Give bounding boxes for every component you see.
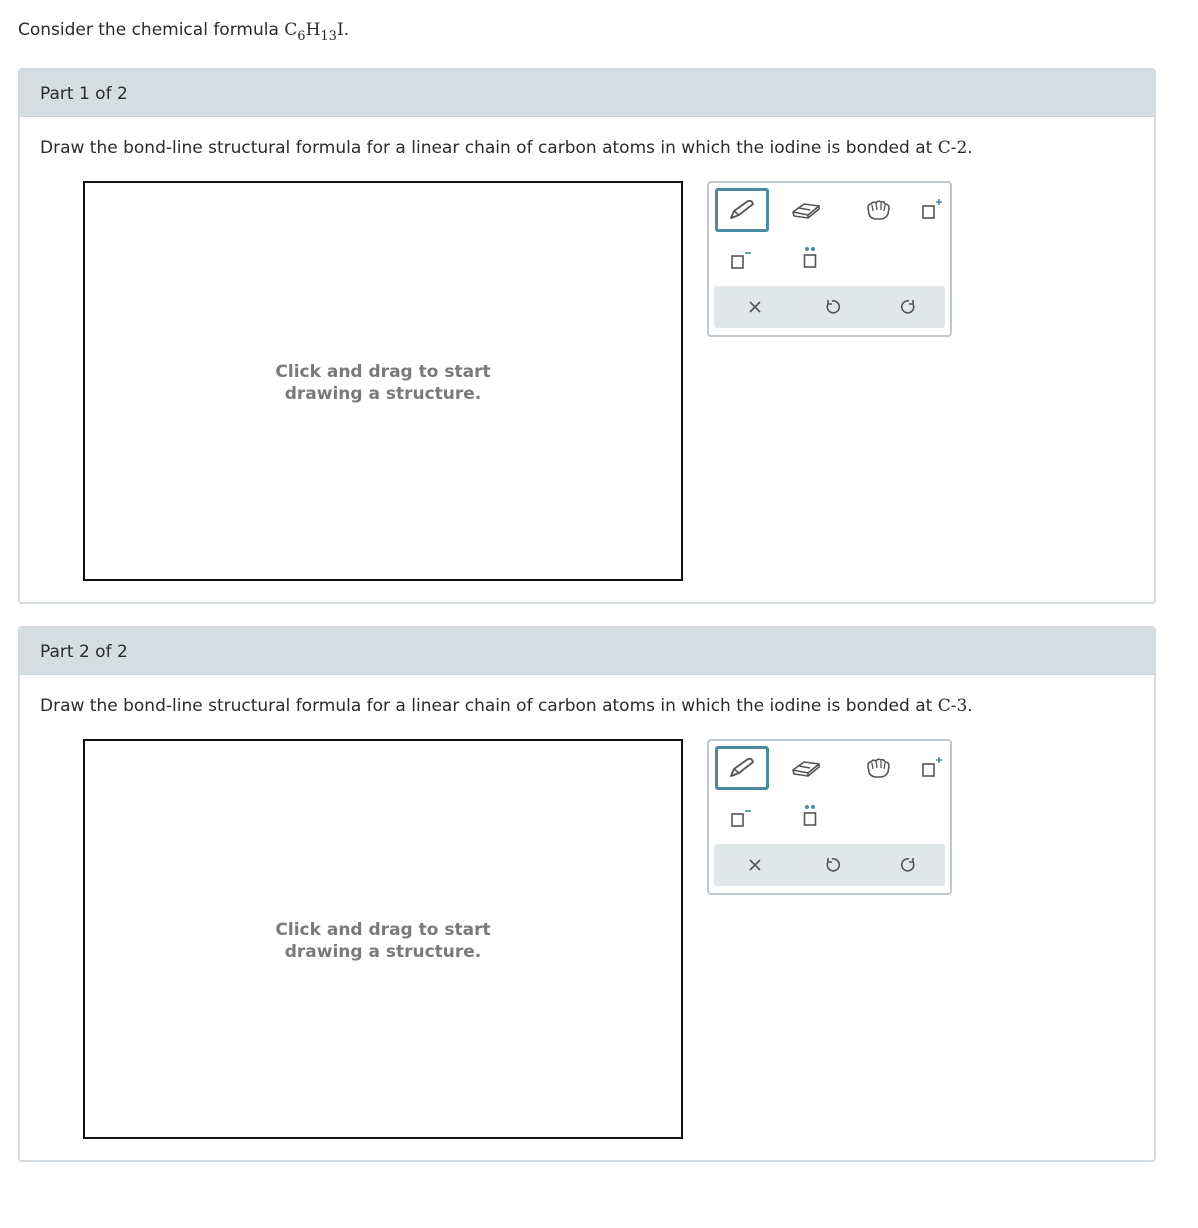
undo-icon	[823, 856, 841, 874]
pencil-icon	[727, 198, 757, 222]
pencil-tool-button[interactable]	[715, 188, 769, 232]
undo-icon	[823, 298, 841, 316]
add-positive-charge-button[interactable]	[912, 748, 952, 788]
undo-button[interactable]	[812, 845, 852, 885]
part-2-prompt	[40, 694, 973, 718]
part-2-carbon-position: C-3	[937, 696, 968, 716]
pencil-tool-button[interactable]	[715, 746, 769, 790]
question-intro	[18, 18, 349, 42]
formula-hydrogen-count: 13	[320, 29, 337, 44]
part-1-drawing-toolbar	[707, 181, 952, 337]
eraser-icon	[790, 199, 822, 221]
eraser-tool-button[interactable]	[786, 748, 826, 788]
add-positive-charge-icon	[918, 755, 946, 781]
part-2-prompt-text: Draw the bond-line structural formula for a linear chain of carbon atoms in which the iodine is bonded at	[40, 696, 938, 716]
hand-icon	[864, 756, 892, 780]
hand-icon	[864, 198, 892, 222]
lone-pair-icon	[796, 244, 824, 272]
part-2-drawing-toolbar	[707, 739, 952, 895]
add-negative-charge-button[interactable]	[719, 239, 759, 279]
part-2-header: Part 2 of 2	[20, 628, 1154, 675]
part-1-drawing-canvas[interactable]	[83, 181, 683, 581]
intro-period: .	[343, 20, 350, 40]
undo-button[interactable]	[812, 287, 852, 327]
part-2-prompt-period: .	[967, 696, 973, 716]
add-positive-charge-icon	[918, 197, 946, 223]
canvas-hint-line-2: drawing a structure.	[284, 384, 482, 404]
redo-icon	[900, 298, 918, 316]
hand-tool-button[interactable]	[858, 748, 898, 788]
intro-text: Consider the chemical formula	[18, 20, 285, 40]
part-2-canvas-hint	[85, 919, 681, 963]
eraser-tool-button[interactable]	[786, 190, 826, 230]
redo-button[interactable]	[889, 287, 929, 327]
part-1-prompt-period: .	[967, 138, 973, 158]
add-negative-charge-button[interactable]	[719, 797, 759, 837]
lone-pair-button[interactable]	[790, 796, 830, 836]
part-1-carbon-position: C-2	[937, 138, 968, 158]
canvas-hint-line-1: Click and drag to start	[275, 920, 491, 940]
hand-tool-button[interactable]	[858, 190, 898, 230]
part-1-prompt-text: Draw the bond-line structural formula for a linear chain of carbon atoms in which the iodine is bonded at	[40, 138, 938, 158]
formula-hydrogen: H	[305, 20, 321, 40]
add-positive-charge-button[interactable]	[912, 190, 952, 230]
formula-iodine: I	[336, 20, 344, 40]
add-negative-charge-icon	[725, 804, 753, 830]
chemical-formula	[284, 20, 344, 44]
clear-icon	[747, 857, 763, 873]
pencil-icon	[727, 756, 757, 780]
part-1-prompt	[40, 136, 973, 160]
part-2-panel	[18, 626, 1156, 1162]
lone-pair-button[interactable]	[790, 238, 830, 278]
canvas-hint-line-1: Click and drag to start	[275, 362, 491, 382]
formula-carbon: C	[284, 20, 298, 40]
part-1-panel	[18, 68, 1156, 604]
clear-button[interactable]	[735, 287, 775, 327]
part-1-canvas-hint	[85, 361, 681, 405]
part-1-header: Part 1 of 2	[20, 70, 1154, 117]
redo-icon	[900, 856, 918, 874]
lone-pair-icon	[796, 802, 824, 830]
redo-button[interactable]	[889, 845, 929, 885]
part-2-drawing-canvas[interactable]	[83, 739, 683, 1139]
clear-icon	[747, 299, 763, 315]
eraser-icon	[790, 757, 822, 779]
add-negative-charge-icon	[725, 246, 753, 272]
clear-button[interactable]	[735, 845, 775, 885]
canvas-hint-line-2: drawing a structure.	[284, 942, 482, 962]
formula-carbon-count: 6	[297, 29, 306, 44]
